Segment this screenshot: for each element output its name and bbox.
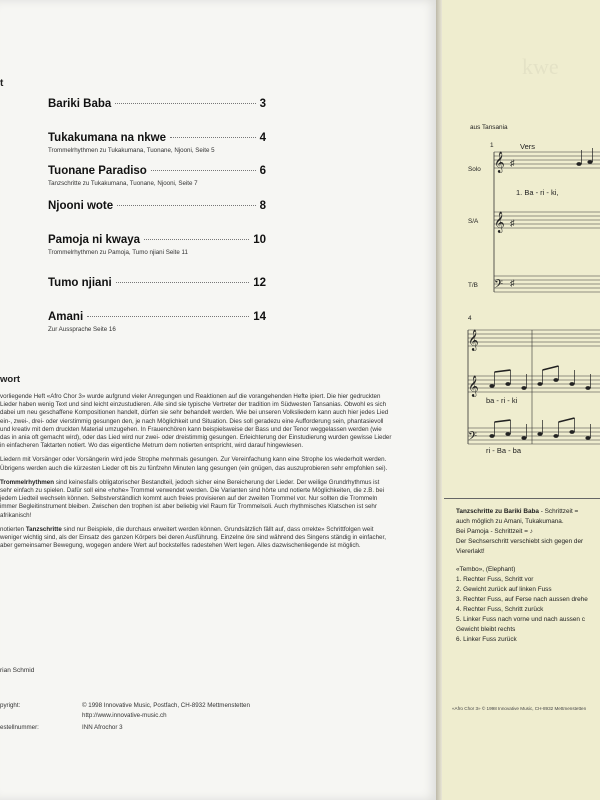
staff-lines-system2-bass <box>468 428 600 444</box>
toc-title: Tumo njiani <box>48 277 112 289</box>
step-item: Gewicht bleibt rechts <box>456 626 516 633</box>
page-footer: «Afro Chor 3» © 1998 Innovative Music, CH-8932 Mettmenstetten <box>452 706 587 711</box>
staff-label-solo: Solo <box>468 166 481 173</box>
signature: rian Schmid <box>0 667 35 674</box>
foreword-body <box>0 393 392 556</box>
toc-subtitle: Trommelrhythmen zu Pamoja, Tumo njiani Seite 11 <box>48 249 188 256</box>
toc-item <box>48 132 266 154</box>
toc-dots <box>144 238 249 240</box>
paragraph-text: sind nur Beispiele, die durchaus erweitert werden können. Grundsätzlich fällt auf, dass orrekte» Schrittfolgen weit weniger wichtig sind, als der Einsatz des ganzen Körpers bei deren Ausführung. Einzelne öre sind während des Singens ständig in einfacher, aber gemeinsamer Bewegung, wogegen andere Wert auf bockstelfes radestehen Wert legen. Alles dazwischenliegende ist möglich. <box>0 525 386 550</box>
toc-heading: t <box>0 78 4 89</box>
measure-number: 4 <box>468 315 472 322</box>
lyric-line: ba - ri - ki <box>486 396 518 405</box>
notes-system2 <box>489 378 590 440</box>
toc-subtitle: Trommelrhythmen zu Tukakumana, Tuonane, Njooni, Seite 5 <box>48 147 215 154</box>
beam <box>543 366 559 370</box>
order-label: estellnummer: <box>0 724 39 731</box>
toc-dots <box>115 102 255 104</box>
music-score <box>442 0 600 480</box>
toc-item <box>48 311 266 333</box>
dance-text: auch möglich zu Amani, Tukakumana. <box>456 518 564 525</box>
bold-term: Trommelrhythmen <box>0 478 54 486</box>
dance-text: Bei Pamoja - Schrittzeit = ♪ <box>456 528 533 535</box>
toc-page: 10 <box>253 234 266 246</box>
treble-clef-icon: 𝄞 <box>494 212 505 233</box>
dance-heading-rest: - Schrittzeit = <box>538 508 579 515</box>
beam <box>495 420 511 422</box>
toc-subtitle: Tanzschritte zu Tukakumana, Tuonane, Njooni, Seite 7 <box>48 180 198 187</box>
sharp-icon: ♯ <box>510 218 515 228</box>
bass-clef-icon: 𝄢 <box>468 430 478 446</box>
foreword-paragraph: Liedern mit Vorsänger oder Vorsängerin wird jede Strophe mehrmals gesungen. Zur Vereinfachung kann eine Strophe los wiederholt werden. Übrigens werden auch die kürzesten Lieder oft bis zu fünfzehn Minuten lang gesungen (ein gnügen, das auszuprobieren sehr empfohlen sei). <box>0 456 388 472</box>
bass-clef-icon: 𝄢 <box>494 278 504 294</box>
toc-page: 14 <box>253 311 266 323</box>
toc-title: Njooni wote <box>48 200 114 212</box>
dance-heading: Tanzschritte zu Bariki Baba <box>456 508 539 515</box>
foreword-paragraph <box>0 479 392 520</box>
toc-title: Pamoja ni kwaya <box>48 234 141 246</box>
step-item: 1. Rechter Fuss, Schritt vor <box>456 576 534 583</box>
paragraph-text: sind keinesfalls obligatorischer Bestandteil, jedoch sicher eine Bereicherung der Lieder. Der weilige Grundrhythmus ist sehr einfach zu spielen. Dafür soll eine «hohe» Trommel verwendet werden. Die Varianten sind hörte und notierte Möglichkeiten, die z.B. bei jedem Liedteil wechseln können. Selbstverständlich kommt auch freies provisieren auf der zweiten Trommel vor. Nur sollten die Trommeln immer Begleitinstrument bleiben. Zwischen den trophen ist aber beliebig viel Raum für Trommelsoli. Auch rhythmisches Klatschen ist sehr afrikanisch! <box>0 478 385 519</box>
toc-item <box>48 98 266 110</box>
paragraph-text: notierten <box>0 525 26 533</box>
dance-text: Viererlakt! <box>456 548 485 555</box>
beam <box>559 418 575 422</box>
toc-dots <box>170 136 256 138</box>
toc-title: Tukakumana na nkwe <box>48 132 167 144</box>
note-head <box>576 162 581 166</box>
order-value: INN Afrochor 3 <box>82 724 123 731</box>
step-item: 6. Linker Fuss zurück <box>456 636 517 643</box>
foreword-paragraph: vorliegende Heft «Afro Chor 3» wurde aufgrund vieler Anregungen und Reaktionen auf die vorangehenden Hefte ipiert. Die hier gedruckten Lieder haben wenig Text und sind leicht einzustudieren. Alle sind sie typische Vertreter der tradition im Südwesten Tansanias. Obwohl es sich dabei um neu geschaffene Kompositionen handelt, dürfen sie sehr behandelt werden. Wie bei unseren Volksliedern kann auch hier jedes Lied ein-, zwei-, drei- oder vierstimmig gesungen den, je nach Möglichkeit und Situation. Dies soll geradezu eine Aufforderung sein, phantasievoll und kreativ mit dem druckten Material umzugehen. In Frauenchören kann beispielsweise der Bass und der Tenor weggelassen werden (wie das in ania oft gemacht wird), oder das Lied wird nur zwei- oder dreistimmig gesungen. Erleichterung der Einstudierung wurden gewisse Lieder in einfacheren Taktarten notiert. Wo das eigentliche Metrum dem notierten entspricht, wird darauf hingewiesen. <box>0 393 392 450</box>
lyric-line: ri - Ba - ba <box>486 446 522 455</box>
toc-page: 6 <box>259 165 266 177</box>
copyright-value: © 1998 Innovative Music, Postfach, CH-8932 Mettmenstetten <box>82 702 250 709</box>
toc-dots <box>87 315 249 317</box>
bold-term: Tanzschritte <box>25 525 62 533</box>
foreword-heading: wort <box>0 374 21 385</box>
foreword-paragraph <box>0 526 392 551</box>
faded-title: kwe <box>522 54 559 79</box>
step-item: 4. Rechter Fuss, Schritt zurück <box>456 606 544 613</box>
toc-title: Tuonane Paradiso <box>48 165 147 177</box>
toc-page: 4 <box>259 132 266 144</box>
toc-page: 3 <box>259 98 266 110</box>
toc-dots <box>116 281 250 283</box>
dance-text: Der Sechserschritt verschiebt sich gegen der <box>456 538 584 545</box>
website-url: http://www.innovative-music.ch <box>82 712 167 719</box>
toc-page: 12 <box>253 277 266 289</box>
treble-clef-icon: 𝄞 <box>494 152 505 173</box>
treble-clef-icon: 𝄞 <box>468 330 479 351</box>
sharp-icon: ♯ <box>510 158 515 168</box>
step-item: 2. Gewicht zurück auf linken Fuss <box>456 586 552 593</box>
note-head <box>587 160 592 164</box>
copyright-label: pyright: <box>0 702 21 709</box>
dance-heading-line <box>456 508 578 515</box>
imprint-copyright <box>0 702 250 709</box>
sharp-icon: ♯ <box>510 278 515 288</box>
toc-item <box>48 200 266 212</box>
song-origin: aus Tansania <box>470 124 508 131</box>
toc-title: Bariki Baba <box>48 98 112 110</box>
toc-title: Amani <box>48 311 84 323</box>
staff-label-sa: S/A <box>468 218 479 225</box>
toc-subtitle: Zur Aussprache Seite 16 <box>48 326 116 333</box>
toc-item <box>48 234 266 256</box>
step-item: 5. Linker Fuss nach vorne und nach aussen c <box>456 616 585 623</box>
toc-item <box>48 165 266 187</box>
imprint-order <box>0 724 123 731</box>
section-label: Vers <box>520 142 536 151</box>
toc-dots <box>151 169 256 171</box>
toc-page: 8 <box>259 200 266 212</box>
beam <box>495 370 511 372</box>
toc-item <box>48 277 266 289</box>
treble-clef-icon: 𝄞 <box>468 376 479 397</box>
section-divider <box>444 498 600 499</box>
staff-lines-system2-mid <box>468 376 600 392</box>
toc-dots <box>117 204 255 206</box>
measure-number: 1 <box>490 142 494 149</box>
step-item: 3. Rechter Fuss, auf Ferse nach aussen drehe <box>456 596 588 603</box>
stems-system2 <box>495 366 591 438</box>
staff-lines-system2-top <box>468 330 600 346</box>
tembo-label: «Tembo», (Elephant) <box>456 566 516 573</box>
staff-label-tb: T/B <box>468 282 478 289</box>
right-page <box>442 0 600 800</box>
lyric-line: 1. Ba - ri - ki, <box>516 188 559 197</box>
